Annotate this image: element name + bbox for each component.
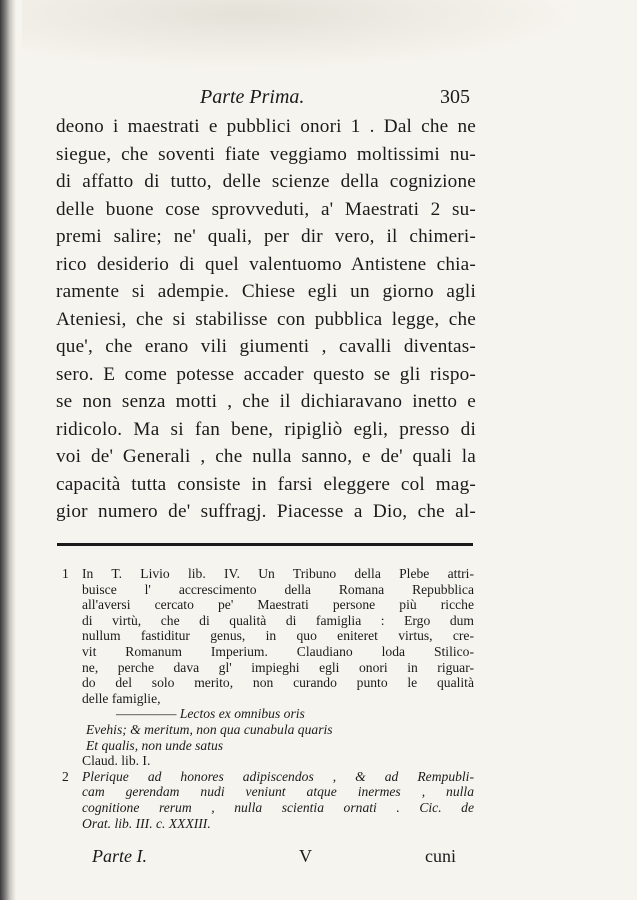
signature-label: Parte I.: [92, 846, 147, 866]
text-line: ramente si adempie. Chiese egli un giorno agli: [56, 281, 476, 302]
footnote-line: In T. Livio lib. IV. Un Tribuno della Plebe attri-: [82, 566, 474, 581]
text-line: Ateniesi, che si stabilisse con pubblica legge, che: [56, 308, 476, 330]
verse-line: Et qualis, non unde satus: [86, 737, 224, 753]
footnote-line: cam gerendam nudi veniunt atque inermes , nulla: [82, 784, 474, 800]
footnote-line: Plerique ad honores adipiscendos , & ad Rempubli-: [82, 768, 474, 784]
footnote-2: [62, 769, 474, 831]
footnote-line: Orat. lib. III. c. XXXIII.: [82, 815, 211, 831]
text-line: deono i maestrati e pubblici onori 1 . Dal che ne: [56, 116, 476, 137]
text-line: voi de' Generali , che nulla sanno, e de' quali la: [56, 446, 476, 467]
footnote-number: 2: [62, 768, 69, 784]
page-binding-shadow: [0, 0, 16, 900]
footnote-separator: [57, 543, 473, 546]
page-footer: [92, 846, 456, 870]
signature-mark: V: [299, 846, 312, 866]
text-line: que', che erano vili giumenti , cavalli diventas-: [56, 336, 476, 357]
footnote-line: cognitione rerum , nulla scientia ornati . Cic. de: [82, 799, 474, 815]
text-line: se non senza motti , che il dichiaravano inetto e: [56, 391, 476, 412]
page-number: 305: [440, 86, 470, 108]
text-line: di affatto di tutto, delle scienze della cognizione: [56, 171, 476, 192]
running-header: [200, 86, 470, 112]
footnotes: [62, 566, 474, 831]
verse-line: ————— Lectos ex omnibus oris: [116, 706, 305, 722]
footnote-line: delle famiglie,: [82, 690, 161, 706]
text-line: sero. E come potesse accader questo se gli rispo-: [56, 363, 476, 385]
footnote-line: vit Romanum Imperium. Claudiano loda Stilico-: [82, 643, 474, 659]
running-title: Parte Prima.: [200, 86, 305, 108]
footnote-line: all'aversi cercato pe' Maestrati persone più ricche: [82, 597, 474, 613]
text-line: capacità tutta consiste in farsi eleggere col mag-: [56, 473, 476, 495]
text-line: gior numero de' suffragj. Piacesse a Dio, che al-: [56, 501, 476, 522]
footnote-line: buisce l' accrescimento della Romana Repubblica: [82, 581, 474, 597]
footnote-number: 1: [62, 566, 69, 581]
footnote-citation: Claud. lib. I.: [82, 753, 151, 769]
text-line: ridicolo. Ma si fan bene, ripigliò egli, presso di: [56, 418, 476, 440]
footnote-line: do del solo merito, non curando punto le qualità: [82, 675, 474, 691]
text-line: rico desiderio di quel valentuomo Antistene chia-: [56, 253, 476, 275]
footnote-line: nullum fastiditur genus, in quo eniteret virtus, cre-: [82, 628, 474, 644]
verse-line: Evehis; & meritum, non qua cunabula quaris: [86, 721, 333, 737]
catchword: cuni: [425, 846, 456, 866]
footnote-1: [62, 566, 474, 769]
footnote-line: di virtù, che di qualità di famiglia : Ergo dum: [82, 612, 474, 628]
main-text: [56, 113, 476, 526]
text-line: siegue, che soventi fiate veggiamo moltissimi nu-: [56, 143, 476, 165]
footnote-line: ne, perche dava gl' impieghi egli onori in riguar-: [82, 659, 474, 675]
text-line: delle buone cose sprovveduti, a' Maestrati 2 su-: [56, 198, 476, 220]
paper-stain: [22, 0, 582, 70]
text-line: premi salire; ne' quali, per dir vero, il chimeri-: [56, 226, 476, 247]
